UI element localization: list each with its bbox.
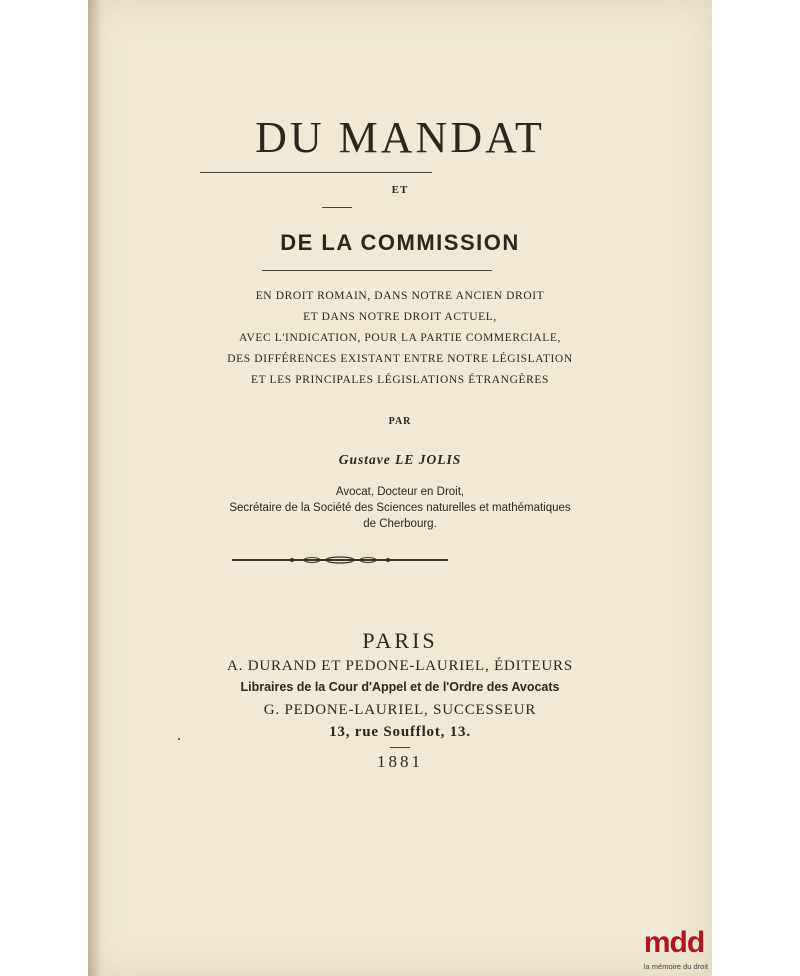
credential-line: de Cherbourg. — [363, 518, 437, 530]
credential-line: Secrétaire de la Société des Sciences naturelles et mathématiques — [229, 502, 571, 514]
description-line: EN DROIT ROMAIN, DANS NOTRE ANCIEN DROIT — [255, 290, 545, 302]
book-title: DU MANDAT — [255, 113, 545, 162]
author-credentials — [88, 484, 712, 532]
imprint-address: 13, rue Soufflot, 13. — [329, 724, 471, 740]
imprint-year: 1881 — [377, 752, 423, 771]
title-underline — [200, 172, 432, 173]
imprint-booksellers: Libraires de la Cour d'Appel et de l'Ordre des Avocats — [240, 680, 560, 694]
title-description — [88, 286, 712, 391]
description-line: ET DANS NOTRE DROIT ACTUEL, — [303, 311, 497, 323]
credential-line: Avocat, Docteur en Droit, — [335, 486, 465, 498]
description-line: AVEC L'INDICATION, POUR LA PARTIE COMMERCIALE, — [239, 332, 561, 344]
ink-speck — [178, 738, 180, 740]
ornamental-rule — [232, 553, 448, 567]
logo-mark: mdd — [643, 926, 705, 959]
conjunction: ET — [391, 184, 409, 196]
conjunction-dash — [322, 207, 352, 208]
subtitle-underline — [262, 270, 492, 271]
imprint-successor: G. PEDONE-LAURIEL, SUCCESSEUR — [263, 702, 537, 718]
description-line: DES DIFFÉRENCES EXISTANT ENTRE NOTRE LÉGISLATION — [227, 353, 573, 365]
year-dash — [390, 747, 410, 748]
description-line: ET LES PRINCIPALES LÉGISLATIONS ÉTRANGÈRES — [250, 374, 550, 386]
book-subtitle: DE LA COMMISSION — [280, 230, 520, 255]
mdd-logo — [636, 928, 716, 976]
by-label: PAR — [388, 416, 412, 427]
imprint-city: PARIS — [362, 628, 438, 653]
imprint-publisher: A. DURAND ET PEDONE-LAURIEL, ÉDITEURS — [227, 658, 573, 674]
author-name: Gustave LE JOLIS — [338, 452, 462, 467]
logo-tagline: la mémoire du droit — [643, 962, 709, 971]
